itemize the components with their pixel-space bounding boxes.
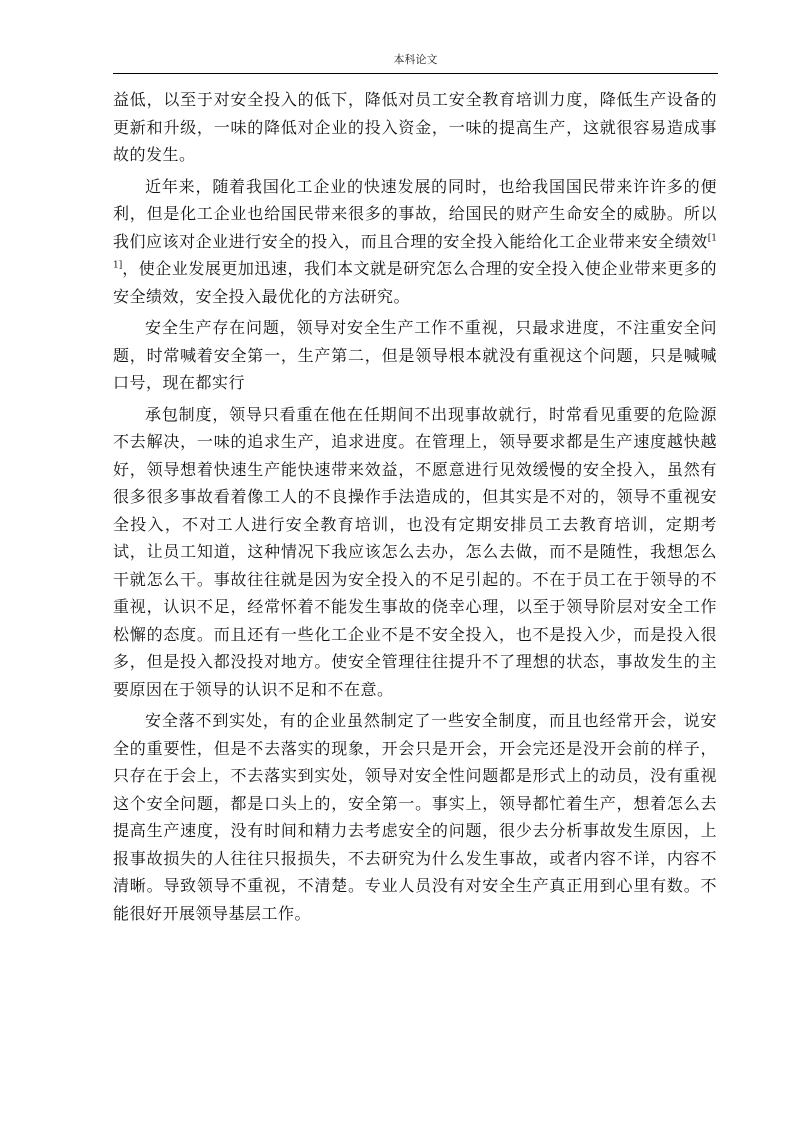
paragraph-continuation: 益低，以至于对安全投入的低下，降低对员工安全教育培训力度，降低生产设备的更新和升级，一味的降低对企业的投入资金，一味的提高生产，这就很容易造成事故的发生。	[113, 90, 717, 164]
paragraph-contract-system: 承包制度，领导只看重在他在任期间不出现事故就行，时常看见重要的危险源不去解决，一味的追求生产，追求进度。在管理上，领导要求都是生产速度越快越好，领导想着快速生产能快速带来效益，不愿意进行见效缓慢的安全投入，虽然有很多很多事故看着像工人的不良操作手法造成的，但其实是不对的，领导不重视安全投入，不对工人进行安全教育培训，也没有定期安排员工去教育培训，定期考试，让员工知道，这种情况下我应该怎么去办，怎么去做，而不是随性，我想怎么干就怎么干。事故往往就是因为安全投入的不足引起的。不在于员工在于领导的不重视，认识不足，经常怀着不能发生事故的侥幸心理，以至于领导阶层对安全工作松懈的态度。而且还有一些化工企业不是不安全投入，也不是投入少，而是投入很多，但是投入都没投对地方。使安全管理往往提升不了理想的状态，事故发生的主要原因在于领导的认识不足和不在意。	[113, 404, 717, 699]
paragraph-text: ，使企业发展更加迅速，我们本文就是研究怎么合理的安全投入使企业带来更多的安全绩效，安全投入最优化的方法研究。	[113, 259, 717, 306]
paragraph-safety-performance	[113, 173, 717, 311]
paragraph-production-problems: 安全生产存在问题，领导对安全生产工作不重视，只最求进度，不注重安全问题，时常喊着安全第一，生产第二，但是领导根本就没有重视这个问题，只是喊喊口号，现在都实行	[113, 318, 717, 392]
citation-ref[interactable]: [11]	[113, 233, 717, 271]
page-header	[113, 52, 718, 74]
paragraph-implementation: 安全落不到实处，有的企业虽然制定了一些安全制度，而且也经常开会，说安全的重要性，但是不去落实的现象，开会只是开会，开会完还是没开会前的样子，只存在于会上，不去落实到实处，领导对安全性问题都是形式上的动员，没有重视这个安全问题，都是口头上的，安全第一。事实上，领导都忙着生产，想着怎么去提高生产速度，没有时间和精力去考虑安全的问题，很少去分析事故发生原因，上报事故损失的人往往只报损失，不去研究为什么发生事故，或者内容不详，内容不清晰。导致领导不重视，不清楚。专业人员没有对安全生产真正用到心里有数。不能很好开展领导基层工作。	[113, 711, 717, 923]
running-title: 本科论文	[393, 53, 438, 66]
body-text	[113, 86, 717, 927]
paragraph-text: 近年来，随着我国化工企业的快速发展的同时，也给我国国民带来许许多的便利，但是化工企业也给国民带来很多的事故，给国民的财产生命安全的威胁。所以我们应该对企业进行安全的投入，而且合理的安全投入能给化工企业带来安全绩效	[113, 176, 717, 251]
